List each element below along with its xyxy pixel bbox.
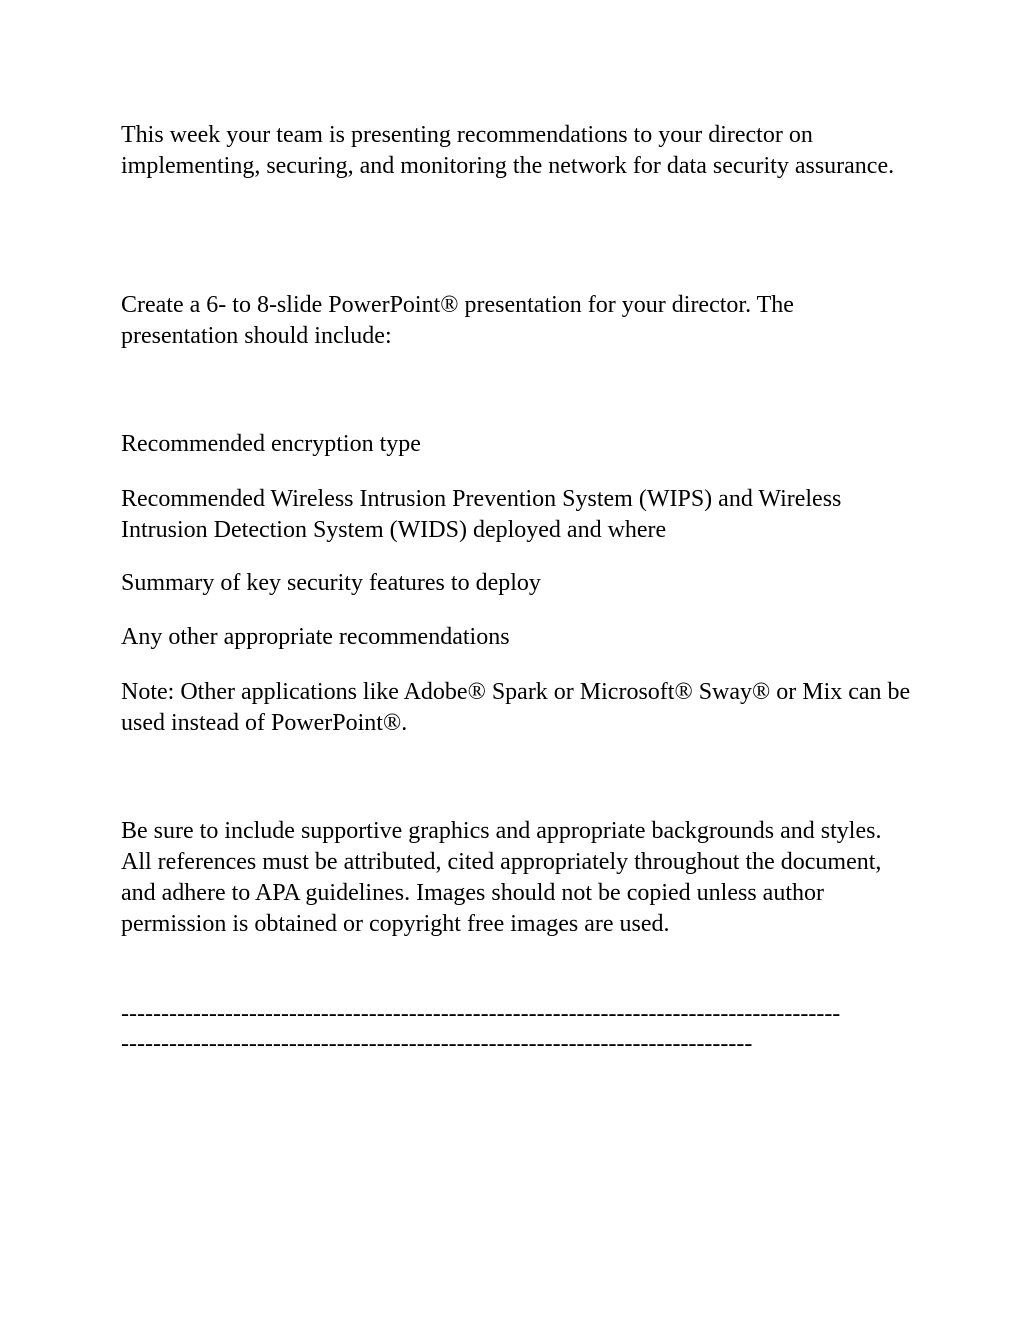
- separator-line: ------------------------------------------------------------------------------------------: [121, 1001, 841, 1027]
- create-instructions-paragraph: Create a 6- to 8-slide PowerPoint® presentation for your director. The presentation should include:: [121, 292, 794, 349]
- separator-line: -------------------------------------------------------------------------------: [121, 1031, 753, 1057]
- intro-paragraph: This week your team is presenting recommendations to your director on implementing, securing, and monitoring the network for data security assurance.: [121, 122, 895, 179]
- list-item-other-recommendations: Any other appropriate recommendations: [121, 624, 510, 650]
- list-item-security-features: Summary of key security features to deploy: [121, 570, 541, 596]
- guidelines-paragraph: Be sure to include supportive graphics and appropriate backgrounds and styles. All references must be attributed, cited appropriately throughout the document, and adhere to APA guidelines. Images should not be copied unless author permission is obtained or copyright free images are used.: [121, 818, 882, 937]
- list-item-wips-wids: Recommended Wireless Intrusion Prevention System (WIPS) and Wireless Intrusion Detection System (WIDS) deployed and where: [121, 486, 842, 543]
- list-item-encryption: Recommended encryption type: [121, 431, 421, 457]
- note-paragraph: Note: Other applications like Adobe® Spark or Microsoft® Sway® or Mix can be used instead of PowerPoint®.: [121, 679, 911, 736]
